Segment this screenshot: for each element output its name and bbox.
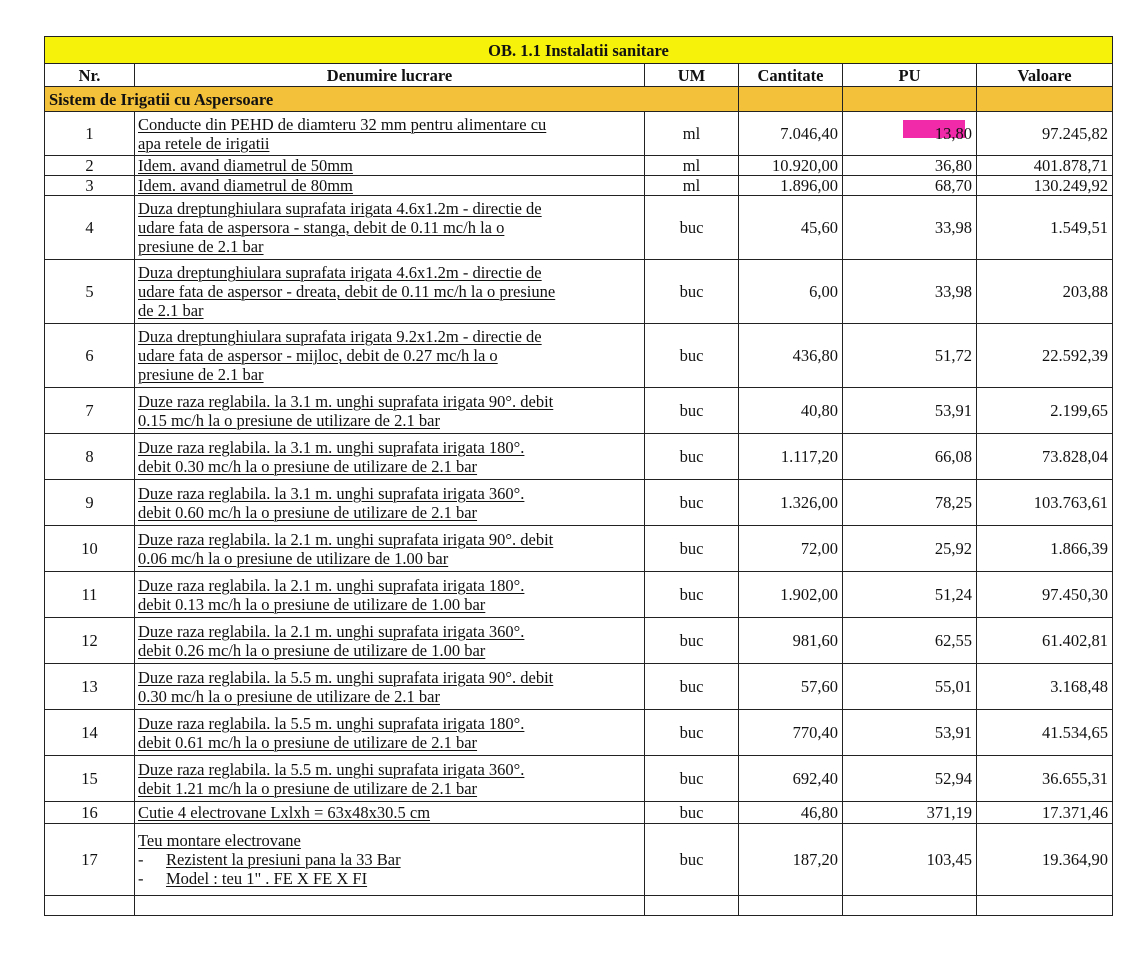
row-um: buc [645, 196, 739, 260]
row-description [135, 112, 645, 156]
row-valoare: 130.249,92 [977, 176, 1113, 196]
description-line: debit 0.61 mc/h la o presiune de utilizare de 2.1 bar [138, 732, 478, 752]
row-pu: 371,19 [843, 802, 977, 824]
row-valoare: 97.450,30 [977, 572, 1113, 618]
row-nr: 10 [45, 526, 135, 572]
row-nr: 13 [45, 664, 135, 710]
row-pu: 51,24 [843, 572, 977, 618]
row-pu: 33,98 [843, 260, 977, 324]
row-nr: 17 [45, 824, 135, 896]
table-row [45, 324, 1113, 388]
description-line: Duze raza reglabila. la 5.5 m. unghi suprafata irigata 180°. [138, 713, 525, 733]
description-line: presiune de 2.1 bar [138, 365, 264, 384]
row-um: buc [645, 324, 739, 388]
row-cantitate: 45,60 [739, 196, 843, 260]
row-pu: 33,98 [843, 196, 977, 260]
row-pu: 52,94 [843, 756, 977, 802]
row-pu: 78,25 [843, 480, 977, 526]
description-line: Duze raza reglabila. la 5.5 m. unghi suprafata irigata 90°. debit [138, 667, 554, 687]
row-cantitate: 187,20 [739, 824, 843, 896]
table-row [45, 156, 1113, 176]
row-cantitate: 1.896,00 [739, 176, 843, 196]
row-nr: 11 [45, 572, 135, 618]
description-line: 0.06 mc/h la o presiune de utilizare de 1.00 bar [138, 548, 449, 568]
row-valoare: 61.402,81 [977, 618, 1113, 664]
row-cantitate: 10.920,00 [739, 156, 843, 176]
description-line: Cutie 4 electrovane Lxlxh = 63x48x30.5 cm [138, 803, 431, 822]
row-valoare: 97.245,82 [977, 112, 1113, 156]
row-description [135, 434, 645, 480]
table-row [45, 824, 1113, 896]
table-row [45, 618, 1113, 664]
row-description [135, 824, 645, 896]
description-line: - Model : teu 1" . FE X FE X FI [138, 869, 640, 888]
description-line: Duza dreptunghiulara suprafata irigata 9.2x1.2m - directie de [138, 327, 542, 346]
table-row [45, 664, 1113, 710]
table-title: OB. 1.1 Instalatii sanitare [45, 37, 1113, 64]
row-um: buc [645, 756, 739, 802]
row-nr: 15 [45, 756, 135, 802]
cost-table [44, 36, 1113, 916]
row-valoare: 17.371,46 [977, 802, 1113, 824]
header-valoare: Valoare [977, 64, 1113, 87]
row-cantitate: 981,60 [739, 618, 843, 664]
description-line: udare fata de aspersor - dreata, debit de 0.11 mc/h la o presiune [138, 282, 556, 301]
row-cantitate: 72,00 [739, 526, 843, 572]
description-line: debit 0.13 mc/h la o presiune de utilizare de 1.00 bar [138, 594, 486, 614]
row-valoare: 103.763,61 [977, 480, 1113, 526]
row-pu: 68,70 [843, 176, 977, 196]
row-valoare: 41.534,65 [977, 710, 1113, 756]
row-cantitate: 46,80 [739, 802, 843, 824]
table-row [45, 260, 1113, 324]
row-description [135, 618, 645, 664]
description-line: Duze raza reglabila. la 2.1 m. unghi suprafata irigata 90°. debit [138, 529, 554, 549]
row-cantitate: 1.117,20 [739, 434, 843, 480]
row-nr: 7 [45, 388, 135, 434]
row-um: buc [645, 618, 739, 664]
row-um: buc [645, 526, 739, 572]
description-line: debit 1.21 mc/h la o presiune de utilizare de 2.1 bar [138, 778, 478, 798]
row-nr: 3 [45, 176, 135, 196]
row-nr: 14 [45, 710, 135, 756]
row-valoare: 1.549,51 [977, 196, 1113, 260]
row-um: ml [645, 156, 739, 176]
row-valoare: 73.828,04 [977, 434, 1113, 480]
header-denumire: Denumire lucrare [135, 64, 645, 87]
row-description [135, 756, 645, 802]
header-nr: Nr. [45, 64, 135, 87]
row-description [135, 388, 645, 434]
row-description [135, 664, 645, 710]
description-line: Conducte din PEHD de diamteru 32 mm pentru alimentare cu [138, 114, 547, 134]
row-um: buc [645, 572, 739, 618]
row-valoare: 203,88 [977, 260, 1113, 324]
row-description [135, 802, 645, 824]
row-description [135, 480, 645, 526]
row-um: buc [645, 664, 739, 710]
description-line: debit 0.60 mc/h la o presiune de utilizare de 2.1 bar [138, 502, 478, 522]
row-um: buc [645, 388, 739, 434]
description-line: Duza dreptunghiulara suprafata irigata 4.6x1.2m - directie de [138, 263, 542, 282]
row-cantitate: 6,00 [739, 260, 843, 324]
table-row [45, 572, 1113, 618]
row-pu: 66,08 [843, 434, 977, 480]
description-line: 0.15 mc/h la o presiune de utilizare de 2.1 bar [138, 410, 440, 430]
table-row [45, 112, 1113, 156]
row-description [135, 260, 645, 324]
table-row [45, 526, 1113, 572]
row-valoare: 19.364,90 [977, 824, 1113, 896]
row-description [135, 196, 645, 260]
row-valoare: 22.592,39 [977, 324, 1113, 388]
row-description [135, 526, 645, 572]
row-valoare: 401.878,71 [977, 156, 1113, 176]
row-valoare: 1.866,39 [977, 526, 1113, 572]
description-line: udare fata de aspersor - mijloc, debit de 0.27 mc/h la o [138, 346, 498, 365]
table-row [45, 710, 1113, 756]
row-cantitate: 436,80 [739, 324, 843, 388]
header-cantitate: Cantitate [739, 64, 843, 87]
row-description [135, 156, 645, 176]
row-pu: 55,01 [843, 664, 977, 710]
row-pu: 36,80 [843, 156, 977, 176]
row-cantitate: 1.902,00 [739, 572, 843, 618]
description-line: Duze raza reglabila. la 5.5 m. unghi suprafata irigata 360°. [138, 759, 525, 779]
table-row [45, 480, 1113, 526]
row-pu: 13,80 [843, 112, 977, 156]
header-pu: PU [843, 64, 977, 87]
row-nr: 12 [45, 618, 135, 664]
row-pu: 62,55 [843, 618, 977, 664]
description-line: debit 0.30 mc/h la o presiune de utilizare de 2.1 bar [138, 456, 478, 476]
row-description [135, 176, 645, 196]
description-line: Duza dreptunghiulara suprafata irigata 4.6x1.2m - directie de [138, 199, 542, 218]
table-row [45, 388, 1113, 434]
header-um: UM [645, 64, 739, 87]
row-pu: 25,92 [843, 526, 977, 572]
table-row [45, 434, 1113, 480]
table-row [45, 802, 1113, 824]
row-description [135, 710, 645, 756]
description-line: 0.30 mc/h la o presiune de utilizare de 2.1 bar [138, 686, 440, 706]
row-cantitate: 692,40 [739, 756, 843, 802]
row-cantitate: 770,40 [739, 710, 843, 756]
row-um: ml [645, 112, 739, 156]
row-valoare: 36.655,31 [977, 756, 1113, 802]
description-line: debit 0.26 mc/h la o presiune de utilizare de 1.00 bar [138, 640, 486, 660]
row-nr: 6 [45, 324, 135, 388]
section-title: Sistem de Irigatii cu Aspersoare [45, 87, 739, 112]
description-line: Idem. avand diametrul de 80mm [138, 176, 353, 195]
row-nr: 8 [45, 434, 135, 480]
table-row [45, 756, 1113, 802]
row-cantitate: 40,80 [739, 388, 843, 434]
description-line: apa retele de irigatii [138, 133, 270, 153]
row-nr: 5 [45, 260, 135, 324]
row-um: buc [645, 802, 739, 824]
table-row [45, 176, 1113, 196]
row-um: buc [645, 480, 739, 526]
description-line: Duze raza reglabila. la 2.1 m. unghi suprafata irigata 180°. [138, 575, 525, 595]
description-line: de 2.1 bar [138, 301, 204, 320]
description-line: presiune de 2.1 bar [138, 237, 264, 256]
description-line: Duze raza reglabila. la 3.1 m. unghi suprafata irigata 180°. [138, 437, 525, 457]
table-row [45, 196, 1113, 260]
description-line: - Rezistent la presiuni pana la 33 Bar [138, 850, 640, 869]
row-cantitate: 1.326,00 [739, 480, 843, 526]
description-line: Duze raza reglabila. la 2.1 m. unghi suprafata irigata 360°. [138, 621, 525, 641]
row-um: buc [645, 710, 739, 756]
row-pu: 53,91 [843, 388, 977, 434]
row-description [135, 324, 645, 388]
row-nr: 1 [45, 112, 135, 156]
row-cantitate: 57,60 [739, 664, 843, 710]
row-um: buc [645, 824, 739, 896]
row-pu: 53,91 [843, 710, 977, 756]
description-line: Teu montare electrovane [138, 831, 301, 850]
row-um: buc [645, 434, 739, 480]
row-um: buc [645, 260, 739, 324]
row-nr: 9 [45, 480, 135, 526]
description-line: Idem. avand diametrul de 50mm [138, 156, 353, 175]
row-cantitate: 7.046,40 [739, 112, 843, 156]
row-valoare: 3.168,48 [977, 664, 1113, 710]
row-um: ml [645, 176, 739, 196]
row-nr: 2 [45, 156, 135, 176]
row-pu: 103,45 [843, 824, 977, 896]
row-valoare: 2.199,65 [977, 388, 1113, 434]
description-line: udare fata de aspersora - stanga, debit de 0.11 mc/h la o [138, 218, 505, 237]
row-description [135, 572, 645, 618]
description-line: Duze raza reglabila. la 3.1 m. unghi suprafata irigata 360°. [138, 483, 525, 503]
row-nr: 16 [45, 802, 135, 824]
description-line: Duze raza reglabila. la 3.1 m. unghi suprafata irigata 90°. debit [138, 391, 554, 411]
row-pu: 51,72 [843, 324, 977, 388]
row-nr: 4 [45, 196, 135, 260]
